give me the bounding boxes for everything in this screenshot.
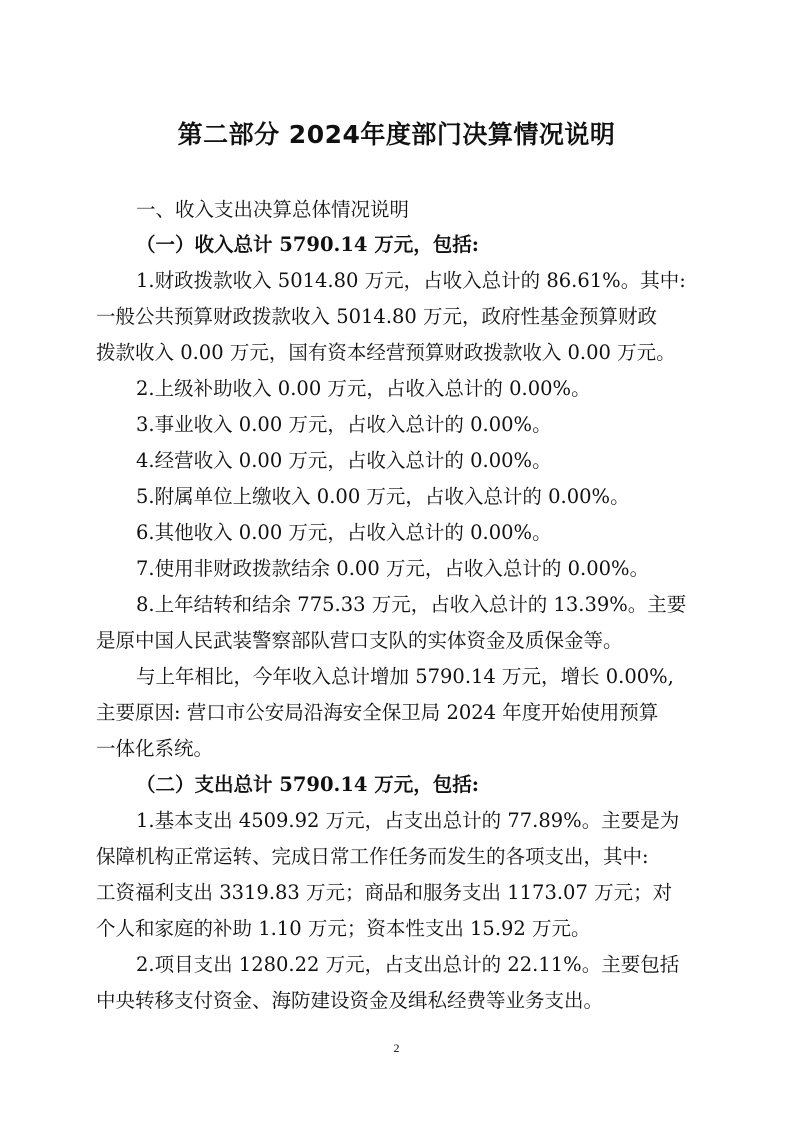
income-item-8-line-2: 是原中国人民武装警察部队营口支队的实体资金及质保金等。 — [96, 629, 623, 652]
expense-item-1-line-4: 个人和家庭的补助 1.10 万元；资本性支出 15.92 万元。 — [96, 917, 591, 940]
expense-item-1-line-1: 1.基本支出 4509.92 万元，占支出总计的 77.89%。主要是为 — [136, 809, 680, 832]
income-item-3: 3.事业收入 0.00 万元，占收入总计的 0.00%。 — [136, 413, 552, 436]
income-item-1-line-2: 一般公共预算财政拨款收入 5014.80 万元，政府性基金预算财政 — [96, 305, 658, 328]
expense-item-2-line-1: 2.项目支出 1280.22 万元，占支出总计的 22.11%。主要包括 — [136, 953, 680, 976]
income-item-8-line-1: 8.上年结转和结余 775.33 万元，占收入总计的 13.39%。主要 — [136, 593, 687, 616]
section-heading: 一、收入支出决算总体情况说明 — [136, 198, 410, 221]
income-heading: （一）收入总计 5790.14 万元，包括: — [136, 233, 479, 256]
expense-heading: （二）支出总计 5790.14 万元，包括: — [136, 773, 479, 796]
expense-item-2-line-2: 中央转移支付资金、海防建设资金及缉私经费等业务支出。 — [96, 989, 604, 1012]
income-item-7: 7.使用非财政拨款结余 0.00 万元，占收入总计的 0.00%。 — [136, 557, 650, 580]
page-number: 2 — [393, 1041, 400, 1055]
income-item-2: 2.上级补助收入 0.00 万元，占收入总计的 0.00%。 — [136, 377, 591, 400]
income-item-6: 6.其他收入 0.00 万元，占收入总计的 0.00%。 — [136, 521, 552, 544]
income-comparison-line-3: 一体化系统。 — [96, 737, 214, 760]
income-item-5: 5.附属单位上缴收入 0.00 万元，占收入总计的 0.00%。 — [136, 485, 630, 508]
expense-item-1-line-2: 保障机构正常运转、完成日常工作任务而发生的各项支出，其中: — [96, 845, 649, 868]
expense-item-1-line-3: 工资福利支出 3319.83 万元；商品和服务支出 1173.07 万元；对 — [96, 881, 673, 904]
page-title: 第二部分 2024年度部门决算情况说明 — [177, 120, 616, 149]
income-comparison-line-2: 主要原因: 营口市公安局沿海安全保卫局 2024 年度开始使用预算 — [96, 701, 659, 724]
income-item-1-line-1: 1.财政拨款收入 5014.80 万元，占收入总计的 86.61%。其中: — [136, 269, 686, 292]
income-item-1-line-3: 拨款收入 0.00 万元，国有资本经营预算财政拨款收入 0.00 万元。 — [96, 341, 676, 364]
income-comparison-line-1: 与上年相比，今年收入总计增加 5790.14 万元，增长 0.00%, — [136, 665, 674, 688]
income-item-4: 4.经营收入 0.00 万元，占收入总计的 0.00%。 — [136, 449, 552, 472]
